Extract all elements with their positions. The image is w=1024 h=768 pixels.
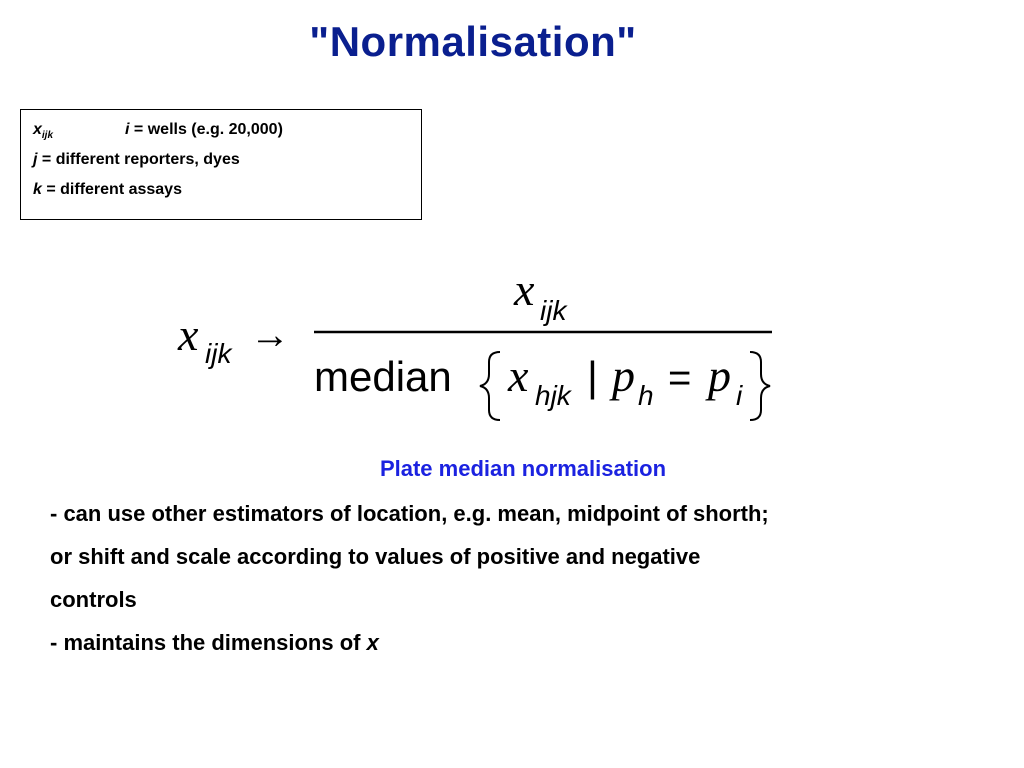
p-h-subscript: h — [638, 380, 654, 411]
note-line: controls — [50, 587, 137, 612]
notes-list — [50, 492, 1010, 664]
x-symbol: x — [33, 121, 42, 138]
note-line: or shift and scale according to values of positive and negative — [50, 544, 701, 569]
numerator-variable: x — [514, 264, 535, 315]
definitions-box — [20, 109, 422, 220]
definition-line-x — [33, 115, 421, 145]
denominator-subscript: hjk — [535, 380, 571, 411]
numerator-subscript: ijk — [540, 295, 567, 326]
i-definition: = wells (e.g. 20,000) — [129, 121, 283, 138]
note-line: - can use other estimators of location, e.g. mean, midpoint of shorth; — [50, 501, 769, 526]
x-variable-inline: x — [366, 630, 379, 655]
k-definition: = different assays — [41, 181, 182, 198]
denominator-variable: x — [508, 350, 529, 401]
lhs-subscript: ijk — [205, 338, 232, 369]
right-brace — [750, 352, 770, 420]
p-h-variable: p — [612, 350, 635, 401]
j-variable: j — [33, 151, 38, 168]
lhs-variable: x — [178, 309, 199, 360]
denominator-median: median — [314, 353, 452, 400]
definition-line-k — [33, 175, 421, 205]
x-subscript: ijk — [41, 130, 54, 141]
given-bar: | — [587, 353, 598, 400]
i-variable: i — [125, 121, 130, 138]
note-line — [50, 621, 1010, 664]
definition-line-j — [33, 145, 421, 175]
p-i-variable: p — [708, 350, 731, 401]
normalisation-formula — [0, 260, 1024, 440]
k-variable: k — [33, 181, 42, 198]
equals-sign: = — [668, 356, 692, 400]
note-text: - maintains the dimensions of — [50, 630, 367, 655]
page-title: "Normalisation" — [309, 18, 637, 65]
j-definition: = different reporters, dyes — [37, 151, 240, 168]
formula-caption: Plate median normalisation — [379, 456, 667, 481]
arrow-symbol: → — [250, 312, 290, 357]
p-i-subscript: i — [736, 380, 743, 411]
left-brace — [480, 352, 500, 420]
